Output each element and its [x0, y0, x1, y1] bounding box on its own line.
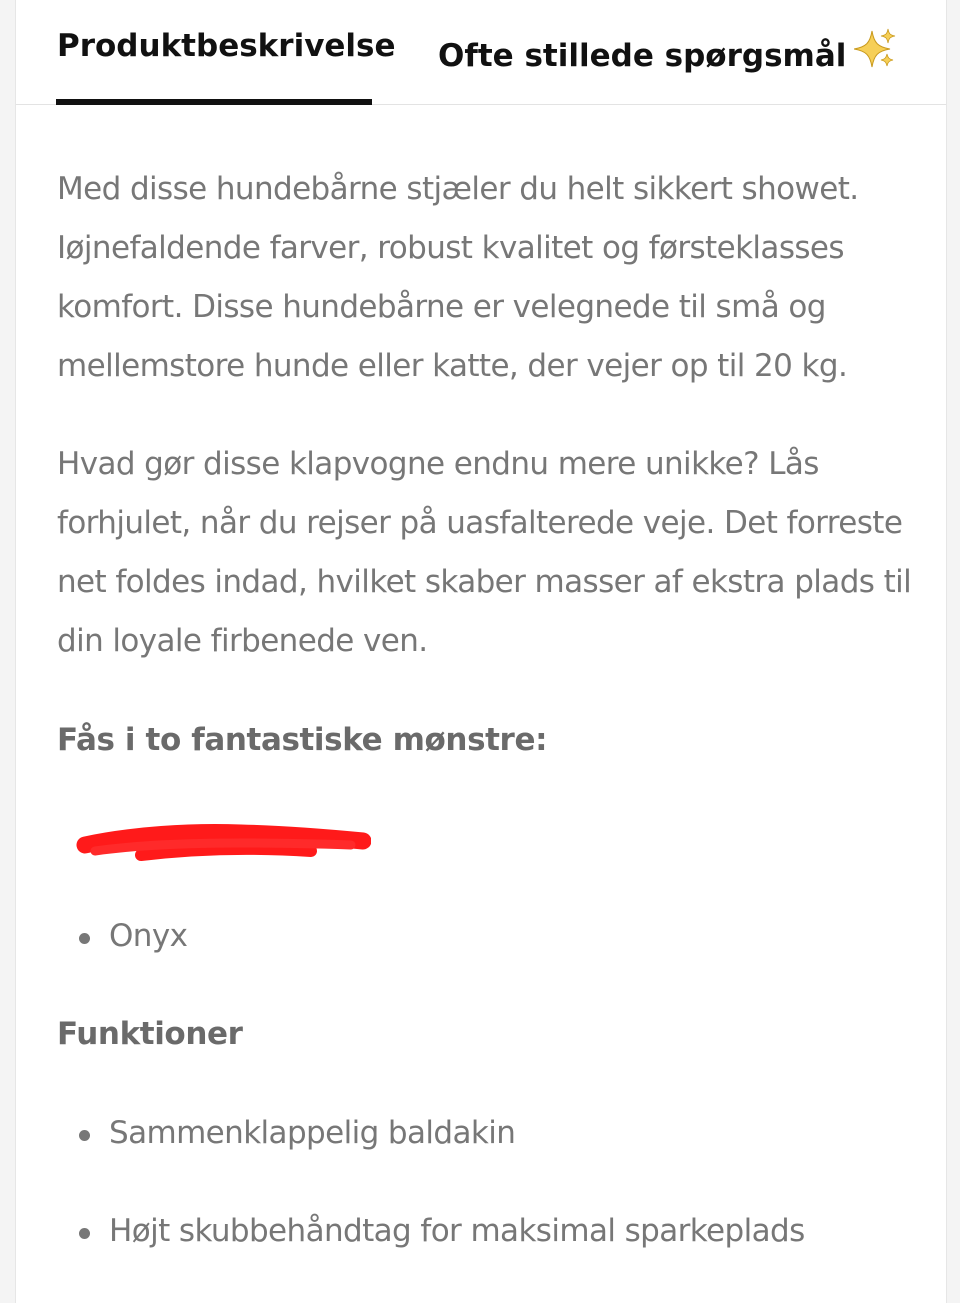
- redaction-scribble: [71, 813, 371, 873]
- patterns-list: [57, 809, 917, 966]
- product-info-card: [15, 0, 947, 1303]
- list-item: [57, 1202, 917, 1261]
- list-item-text: Onyx: [109, 918, 188, 954]
- features-list: [57, 1104, 917, 1261]
- features-heading: Funktioner: [57, 1016, 243, 1052]
- patterns-heading: Fås i to fantastiske mønstre:: [57, 722, 548, 758]
- bullet-icon: [79, 1130, 90, 1141]
- tab-faq[interactable]: [438, 28, 896, 76]
- tab-label: Ofte stillede spørgsmål: [438, 38, 847, 74]
- list-item-text: Højt skubbehåndtag for maksimal sparkeplads: [109, 1213, 805, 1249]
- list-item: [57, 907, 917, 966]
- redacted-list-item: [57, 809, 917, 868]
- sparkles-icon: [854, 28, 896, 76]
- tab-produktbeskrivelse[interactable]: [57, 28, 396, 64]
- description-paragraph: Med disse hundebårne stjæler du helt sikkert showet. Iøjnefaldende farver, robust kvalitet og førsteklasses komfort. Disse hundebårne er velegnede til små og mellemstore hunde eller katte, der vejer op til 20 kg.: [57, 171, 859, 384]
- list-item-text: Sammenklappelig baldakin: [109, 1115, 516, 1151]
- description-paragraph: Hvad gør disse klapvogne endnu mere unikke? Lås forhjulet, når du rejser på uasfalterede veje. Det forreste net foldes indad, hvilket skaber masser af ekstra plads til din loyale firbenede ven.: [57, 446, 912, 659]
- bullet-icon: [79, 1228, 90, 1239]
- list-item: [57, 1104, 917, 1163]
- tab-bar: [16, 0, 946, 105]
- bullet-icon: [79, 933, 90, 944]
- active-tab-indicator: [56, 99, 372, 105]
- product-description: [57, 160, 917, 1261]
- tab-label: Produktbeskrivelse: [57, 28, 396, 64]
